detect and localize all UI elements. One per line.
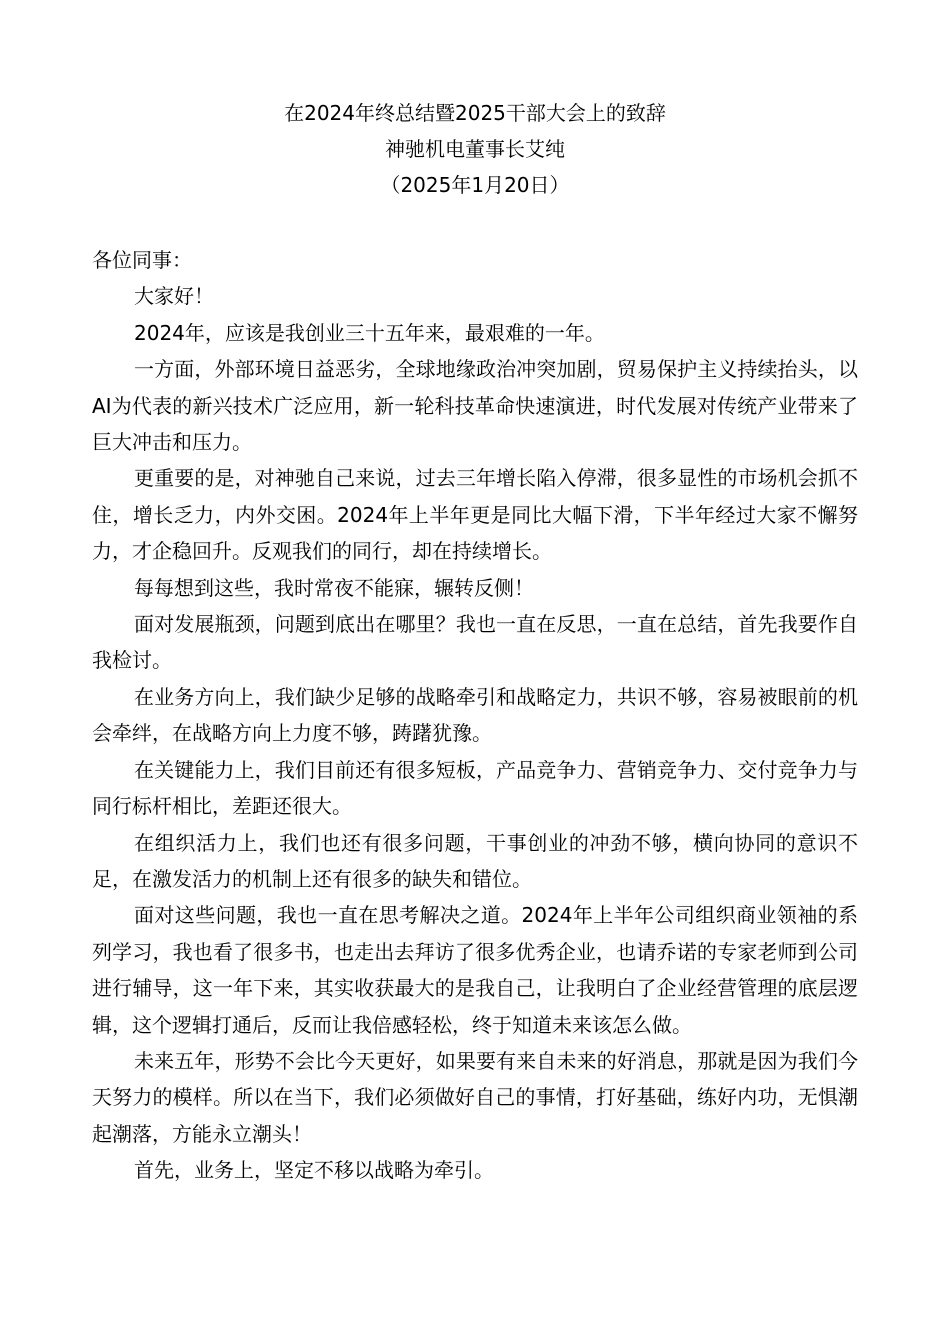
document-title: 在2024年终总结暨2025干部大会上的致辞 (284, 101, 666, 125)
paragraph: 面对发展瓶颈，问题到底出在哪里？我也一直在反思，一直在总结，首先我要作自我检讨。 (92, 612, 858, 673)
paragraph: 大家好！ (134, 284, 214, 309)
paragraph: 在关键能力上，我们目前还有很多短板，产品竞争力、营销竞争力、交付竞争力与同行标杆相比，差距还很大。 (92, 757, 858, 819)
paragraph: 首先，业务上，坚定不移以战略为牵引。 (134, 1158, 494, 1183)
speaker-line: 神驰机电董事长艾纯 (385, 137, 565, 161)
paragraph: 面对这些问题，我也一直在思考解决之道。2024年上半年公司组织商业领袖的系列学习，我也看了很多书，也走出去拜访了很多优秀企业，也请乔诺的专家老师到公司进行辅导，这一年下来，其实收获最大的是我自己，让我明白了企业经营管理的底层逻辑，这个逻辑打通后，反而让我倍感轻松，终于知道未来该怎么做。 (92, 903, 858, 1037)
paragraph: 在业务方向上，我们缺少足够的战略牵引和战略定力，共识不够，容易被眼前的机会牵绊，在战略方向上力度不够，踌躇犹豫。 (92, 684, 858, 746)
paragraph: 一方面，外部环境日益恶劣，全球地缘政治冲突加剧，贸易保护主义持续抬头，以AI为代表的新兴技术广泛应用，新一轮科技革命快速演进，时代发展对传统产业带来了巨大冲击和压力。 (92, 357, 858, 455)
paragraph: 在组织活力上，我们也还有很多问题，干事创业的冲劲不够，横向协同的意识不足，在激发活力的机制上还有很多的缺失和错位。 (92, 830, 858, 891)
paragraph: 每每想到这些，我时常夜不能寐，辗转反侧！ (134, 575, 534, 600)
title-block (0, 95, 950, 203)
paragraph: 未来五年，形势不会比今天更好，如果要有来自未来的好消息，那就是因为我们今天努力的模样。所以在当下，我们必须做好自己的事情，打好基础，练好内功，无惧潮起潮落，方能永立潮头！ (92, 1048, 858, 1146)
greeting: 各位同事： (92, 248, 192, 272)
date-line: （2025年1月20日） (380, 173, 570, 197)
paragraph: 2024年，应该是我创业三十五年来，最艰难的一年。 (134, 320, 605, 345)
speech-body (92, 242, 858, 1189)
paragraph: 更重要的是，对神驰自己来说，过去三年增长陷入停滞，很多显性的市场机会抓不住，增长乏力，内外交困。2024年上半年更是同比大幅下滑，下半年经过大家不懈努力，才企稳回升。反观我们的同行，却在持续增长。 (92, 466, 858, 564)
